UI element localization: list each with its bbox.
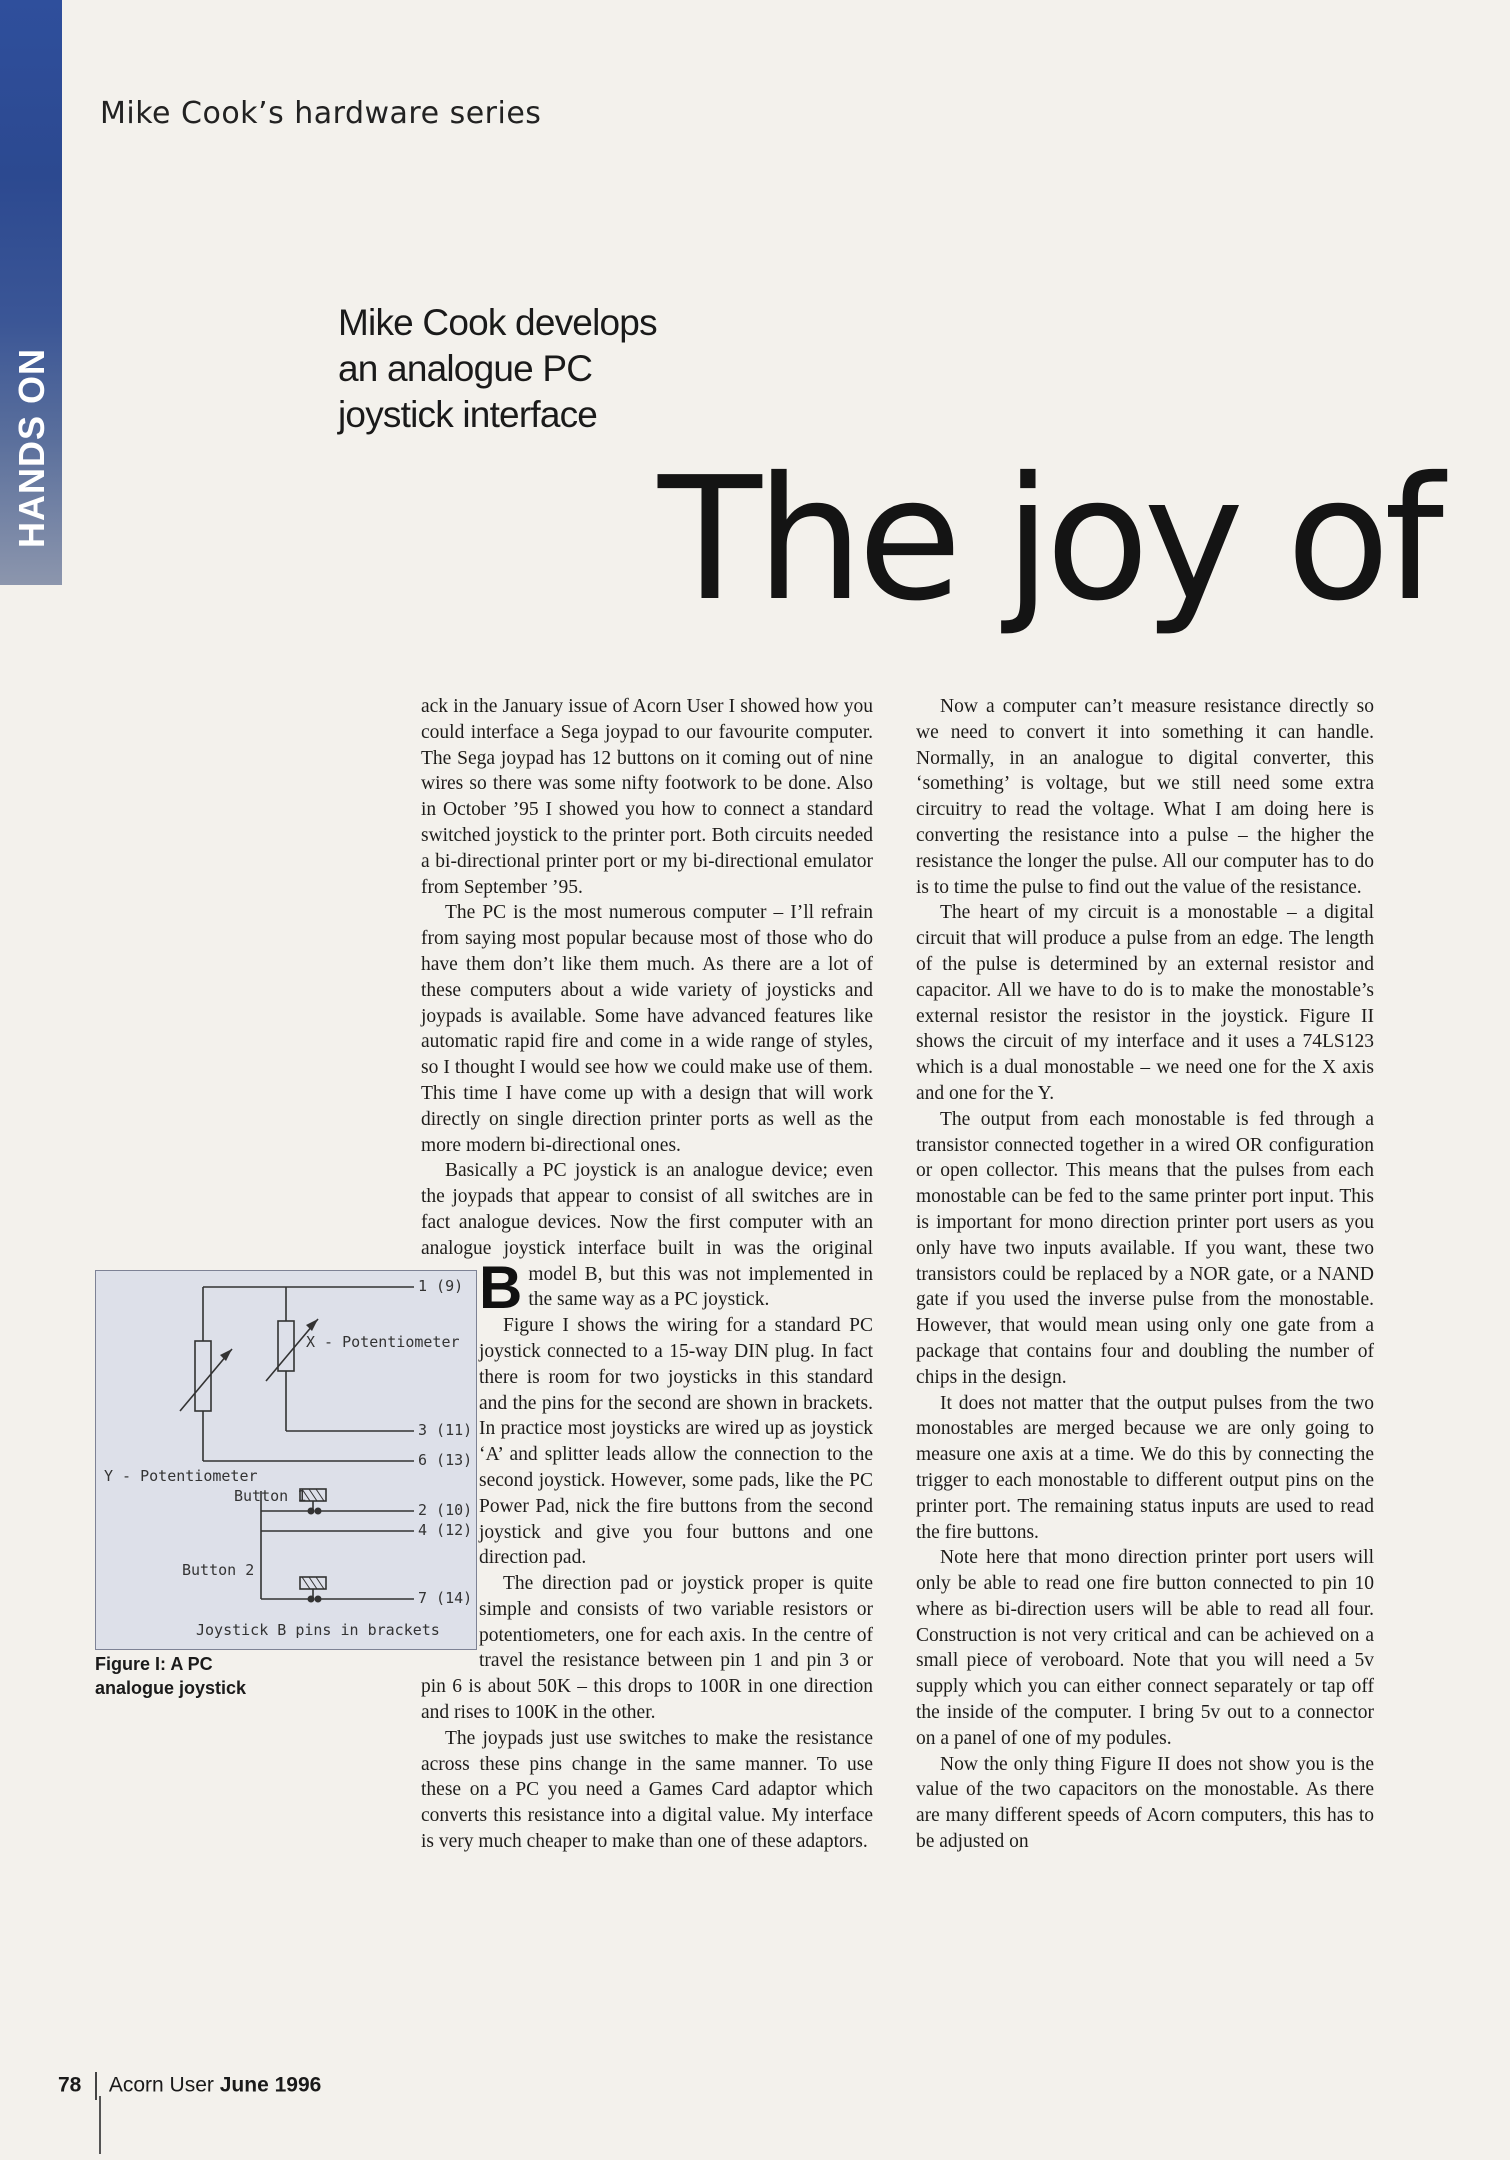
paragraph: Note here that mono direction printer port users will only be able to read one fire button connected to pin 10 where as bi-direction users will be able to read all four. Construction is not very critical and can be achieved on a small piece of veroboard. Note that you will need a 5v supply which you can either connect separately or tap off the inside of the computer. I bring 5v out to a connector on a panel of one of my podules. — [916, 1547, 1374, 1749]
issue-date: June 1996 — [219, 2073, 322, 2097]
hatch — [302, 1577, 310, 1589]
magazine-name: Acorn User — [108, 2073, 214, 2097]
contact — [308, 1508, 315, 1515]
hatch — [316, 1577, 324, 1589]
series-title: Mike Cook’s hardware series — [100, 96, 542, 131]
headline: The joy of — [658, 441, 1438, 639]
paragraph: The heart of my circuit is a monostable – a digital circuit that will produce a pulse from an edge. The length of the pulse is determined by an external resistor and capacitor. All we have to do is to make the monostable’s external resistor the resistor in the joystick. Figure II shows the circuit of my interface and it uses a 74LS123 which is a dual monostable – we need one for the X axis and one for the Y. — [916, 902, 1374, 1104]
y-pot-label: Y - Potentiometer — [104, 1467, 258, 1485]
paragraph: Figure I shows the wiring for a standard PC joystick connected to a 15-way DIN plug. In fact there is room for two joysticks in this standard and the pins for the second are shown in brackets. In practice most joysticks are wired up as joystick ‘A’ and splitter leads allow the connection to the second joystick. However, some pads, like the PC Power Pad, nick the fire buttons from the second joystick and give you four buttons and one direction pad. — [479, 1315, 873, 1569]
x-pot-label: X - Potentiometer — [306, 1333, 460, 1351]
hatch — [309, 1489, 317, 1501]
contact — [308, 1596, 315, 1603]
paragraph: Now the only thing Figure II does not show you is the value of the two capacitors on the monostable. As there are many different speeds of Acorn computers, this has to be adjusted on — [916, 1753, 1374, 1853]
article-column-2 — [916, 694, 1374, 1855]
pin-label: 7 (14) — [418, 1589, 473, 1607]
paragraph: Basically a PC joystick is an analogue device; even the joypads that appear to consist of all switches are in fact analogue devices. Now the first computer with an analogue joystick interface built in was the original model B, but this was not implemented in the same way as a PC joystick. — [421, 1160, 873, 1311]
paragraph: The PC is the most numerous computer – I’ll refrain from saying most popular because most of those who do have them don’t like them much. As there are a lot of these computers about a wide variety of joysticks and joypads is available. Some have advanced features like automatic rapid fire and come in a wide range of styles, so I thought I would see how we could make use of them. This time I have come up with a design that will work directly on single direction printer ports as well as the more modern bi-directional ones. — [421, 902, 873, 1156]
page-number: 78 — [58, 2073, 82, 2097]
paragraph: The output from each monostable is fed through a transistor connected together in a wired OR configuration or open collector. This means that the pulses from each monostable can be fed to the same printer port input. This is important for mono direction printer port users as you only have two inputs available. If you want, these two transistors could be replaced by a NOR gate, or a NAND gate if you used the inverse pulse from the monostable. However, that would mean using only one gate from a package that contains four and doubling the number of chips in the design. — [916, 1108, 1374, 1388]
figure-1-joystick-wiring — [95, 1270, 477, 1650]
button-1-label: Button 1 — [234, 1487, 307, 1505]
footer-divider — [95, 2072, 97, 2100]
pin-label: 3 (11) — [418, 1421, 473, 1439]
drop-cap: B — [479, 1254, 523, 1321]
hatch — [309, 1577, 317, 1589]
contact — [315, 1508, 322, 1515]
hatch — [316, 1489, 324, 1501]
footer-rule — [99, 2096, 101, 2154]
pin-label: 6 (13) — [418, 1451, 473, 1469]
figure-caption: Figure I: A PC analogue joystick — [95, 1654, 247, 1698]
section-tab-label: HANDS ON — [11, 348, 52, 549]
paragraph: Now a computer can’t measure resistance directly so we need to convert it into something it can handle. Normally, in an analogue to digital converter, this ‘something’ is voltage, but we still need some extra circuitry to read the voltage. What I am doing here is converting the resistance into a pulse – the higher the resistance the longer the pulse. All our computer has to do is to time the pulse to find out the value of the resistance. — [916, 696, 1374, 898]
paragraph-text: ack in the January issue of Acorn User I showed how you could interface a Sega joypad to our favourite computer. The Sega joypad has 12 buttons on it coming out of nine wires so there was some nifty footwork to be done. Also in October ’95 I showed you how to connect a standard switched joystick to the printer port. Both circuits needed a bi-directional printer port or my bi-directional emulator from September ’95. — [421, 696, 873, 898]
pin-label: 1 (9) — [418, 1277, 464, 1295]
paragraph: The joypads just use switches to make the resistance across these pins change in the same manner. To use these on a PC you need a Games Card adaptor which converts this resistance into a digital value. My interface is very much cheaper to make than one of these adaptors. — [421, 1727, 873, 1853]
paragraph: The direction pad or joystick proper is quite simple and consists of two variable resistors or potentiometers, one for each axis. In the centre of travel the resistance between pin 1 and pin 3 or pin 6 is about 50K – this drops to 100R in one direction and rises to 100K in the other. — [421, 1573, 873, 1724]
pin-label: 4 (12) — [418, 1521, 473, 1539]
page-footer — [58, 2072, 321, 2100]
pin-label: 2 (10) — [418, 1501, 473, 1519]
paragraph: It does not matter that the output pulses from the two monostables are merged because we are only going to measure one axis at a time. We do this by connecting the trigger to each monostable to different output pins on the printer port. The remaining status inputs are used to read the fire buttons. — [916, 1392, 1374, 1543]
button-2-label: Button 2 — [182, 1561, 255, 1579]
figure-note: Joystick B pins in brackets — [196, 1621, 440, 1639]
y-pot-arrow — [220, 1349, 232, 1361]
contact — [315, 1596, 322, 1603]
standfirst: Mike Cook develops an analogue PC joystick interface — [338, 302, 657, 435]
article-column-1 — [421, 694, 873, 1855]
x-pot-arrow — [306, 1319, 318, 1331]
